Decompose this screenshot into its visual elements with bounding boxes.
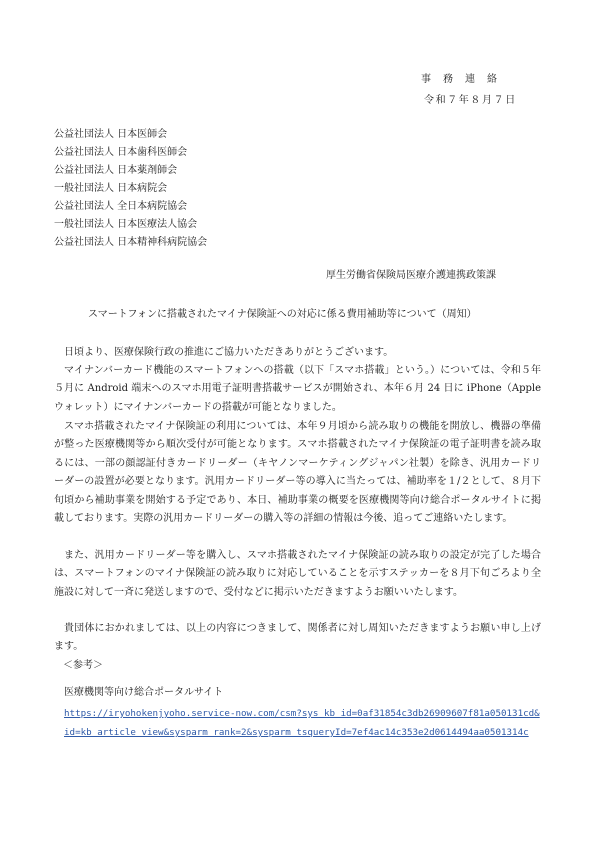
recipient-2: 公益社団法人 日本歯科医師会 [54, 147, 188, 158]
recipient-3: 公益社団法人 日本薬剤師会 [54, 165, 178, 176]
body-paragraph-2: マイナンバーカード機能のスマートフォンへの搭載（以下「スマホ搭載」という。）については、令和５年５月に Android 端末へのスマホ用電子証明書搭載サービスが開始され、本年６月 24 日に iPhone（Apple ウォレット）にマイナンバーカードの搭載が可能となりました。 [54, 365, 541, 413]
recipient-5: 公益社団法人 全日本病院協会 [54, 201, 188, 212]
body-paragraph-3: スマホ搭載されたマイナ保険証の利用については、本年９月頃から読み取りの機能を開放し、機器の準備が整った医療機関等から順次受付が可能となります。スマホ搭載されたマイナ保険証の電子証明書を読み取るには、一部の顔認証付きカードリーダー（キヤノンマーケティングジャパン社製）を除き、汎用カードリーダーの設置が必要となります。汎用カードリーダー等の導入に当たっては、補助率を１/２として、８月下旬頃から補助事業を開始する予定であり、本日、補助事業の概要を医療機関等向け総合ポータルサイトに掲載しております。実際の汎用カードリーダーの購入等の詳細の情報は今後、追ってご連絡いたします。 [54, 421, 541, 525]
body-paragraph-1: 日頃より、医療保険行政の推進にご協力いただきありがとうございます。 [64, 347, 394, 358]
sender-name: 厚生労働省保険局医療介護連携政策課 [326, 270, 496, 281]
document-subject: スマートフォンに搭載されたマイナ保険証への対応に係る費用補助等について（周知） [88, 309, 477, 320]
document-type: 事務連絡 [421, 74, 509, 85]
reference-heading: ＜参考＞ [63, 660, 103, 671]
recipient-7: 公益社団法人 日本精神科病院協会 [54, 237, 208, 248]
reference-url-link[interactable]: https://iryohokenjyoho.service-now.com/csm?sys_kb_id=0af31854c3db26909607f81a050131cd&id=kb_article_view&sysparm_rank=2&sysparm_tsqueryId=7ef4ac14c353e2d0614494aa0501314c [64, 708, 540, 738]
recipient-6: 一般社団法人 日本医療法人協会 [54, 219, 198, 230]
body-paragraph-5: 貴団体におかれましては、以上の内容につきまして、関係者に対し周知いただきますようお願い申し上げます。 [54, 623, 541, 653]
recipient-4: 一般社団法人 日本病院会 [54, 183, 168, 194]
reference-site-name: 医療機関等向け総合ポータルサイト [64, 687, 224, 698]
recipient-1: 公益社団法人 日本医師会 [54, 129, 168, 140]
document-date: 令和７年８月７日 [424, 95, 517, 106]
body-paragraph-4: また、汎用カードリーダー等を購入し、スマホ搭載されたマイナ保険証の読み取りの設定が完了した場合は、スマートフォンのマイナ保険証の読み取りに対応していることを示すステッカーを８月下旬ごろより全施設に対して一斉に発送しますので、受付などに掲示いただきますようお願いいたします。 [54, 550, 541, 598]
